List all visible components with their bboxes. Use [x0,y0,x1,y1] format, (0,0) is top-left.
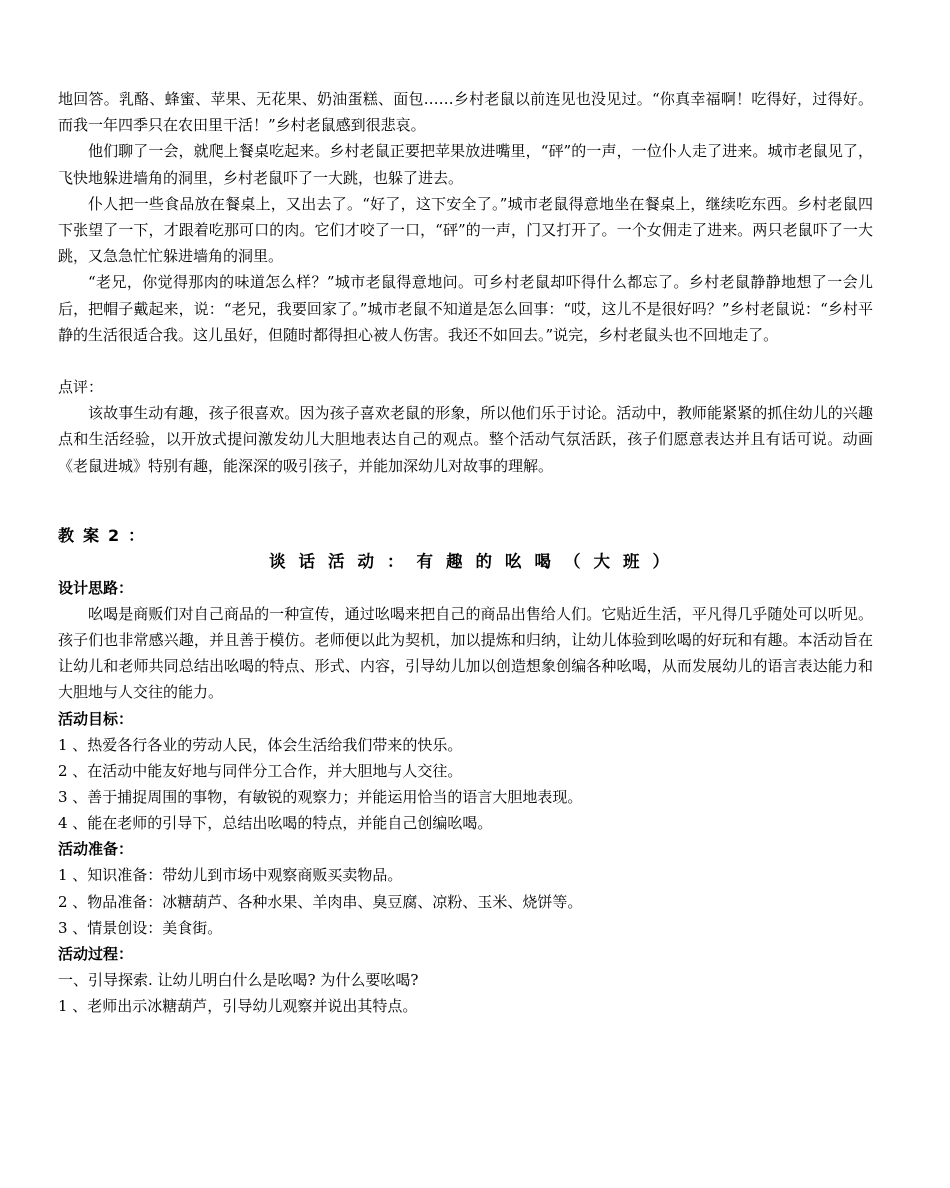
story-section [58,86,873,348]
prep-item: 2 、物品准备：冰糖葫芦、各种水果、羊肉串、臭豆腐、凉粉、玉米、烧饼等。 [58,892,583,911]
review-label: 点评： [58,378,104,397]
process-item: 1 、老师出示冰糖葫芦，引导幼儿观察并说出其特点。 [58,997,418,1016]
plan-label: 教案2： [58,525,154,545]
process-heading: 活动过程： [58,945,134,964]
design-heading: 设计思路： [58,578,134,597]
review-text: 该故事生动有趣，孩子很喜欢。因为孩子喜欢老鼠的形象，所以他们乐于讨论。活动中，教师能紧紧的抓住幼儿的兴趣点和生活经验，以开放式提问激发幼儿大胆地表达自己的观点。整个活动气氛活跃，孩子们愿意表达并且有话可说。动画《老鼠进城》特别有趣，能深深的吸引孩子，并能加深幼儿对故事的理解。 [58,404,873,475]
lesson-plan-2 [58,523,873,1020]
story-paragraph: 地回答。乳酪、蜂蜜、苹果、无花果、奶油蛋糕、面包……乡村老鼠以前连见也没见过。“你真幸福啊！吃得好，过得好。而我一年四季只在农田里干活！”乡村老鼠感到很悲哀。 [58,90,873,135]
goals-heading: 活动目标： [58,709,134,728]
review-section [58,374,873,479]
goal-item: 3 、善于捕捉周围的事物，有敏锐的观察力；并能运用恰当的语言大胆地表现。 [58,788,583,807]
story-paragraph: 仆人把一些食品放在餐桌上，又出去了。“好了，这下安全了。”城市老鼠得意地坐在餐桌上，继续吃东西。乡村老鼠四下张望了一下，才跟着吃那可口的肉。它们才咬了一口，“砰”的一声，门又打开了。一个女佣走了进来。两只老鼠吓了一大跳，又急急忙忙躲进墙角的洞里。 [58,194,873,266]
goal-item: 2 、在活动中能友好地与同伴分工合作，并大胆地与人交往。 [58,761,463,780]
design-text: 吆喝是商贩们对自己商品的一种宣传，通过吆喝来把自己的商品出售给人们。它贴近生活，平凡得几乎随处可以听见。孩子们也非常感兴趣，并且善于模仿。老师便以此为契机，加以提炼和归纳，让幼儿体验到吆喝的好玩和有趣。本活动旨在让幼儿和老师共同总结出吆喝的特点、形式、内容，引导幼儿加以创造想象创编各种吆喝，从而发展幼儿的语言表达能力和大胆地与人交往的能力。 [58,604,873,702]
story-paragraph: 他们聊了一会，就爬上餐桌吃起来。乡村老鼠正要把苹果放进嘴里，“砰”的一声，一位仆人走了进来。城市老鼠见了，飞快地躲进墙角的洞里，乡村老鼠吓了一大跳，也躲了进去。 [58,142,873,187]
goal-item: 1 、热爱各行各业的劳动人民，体会生活给我们带来的快乐。 [58,735,463,754]
process-item: 一、引导探索. 让幼儿明白什么是吆喝? 为什么要吆喝? [58,971,419,990]
document-page [58,86,873,1019]
spacer [58,348,873,374]
prep-item: 1 、知识准备：带幼儿到市场中观察商贩买卖物品。 [58,866,403,885]
spacer [58,479,873,523]
story-paragraph: “老兄，你觉得那肉的味道怎么样？”城市老鼠得意地问。可乡村老鼠却吓得什么都忘了。乡村老鼠静静地想了一会儿后，把帽子戴起来，说：“老兄，我要回家了。”城市老鼠不知道是怎么回事：“哎，这儿不是很好吗？”乡村老鼠说：“乡村平静的生活很适合我。这儿虽好，但随时都得担心被人伤害。我还不如回去。”说完，乡村老鼠头也不回地走了。 [58,273,873,344]
prep-heading: 活动准备： [58,840,134,859]
prep-item: 3 、情景创设：美食街。 [58,918,223,937]
goal-item: 4 、能在老师的引导下，总结出吆喝的特点，并能自己创编吆喝。 [58,814,493,833]
plan-title: 谈话活动：有趣的吆喝（大班） [269,551,682,571]
